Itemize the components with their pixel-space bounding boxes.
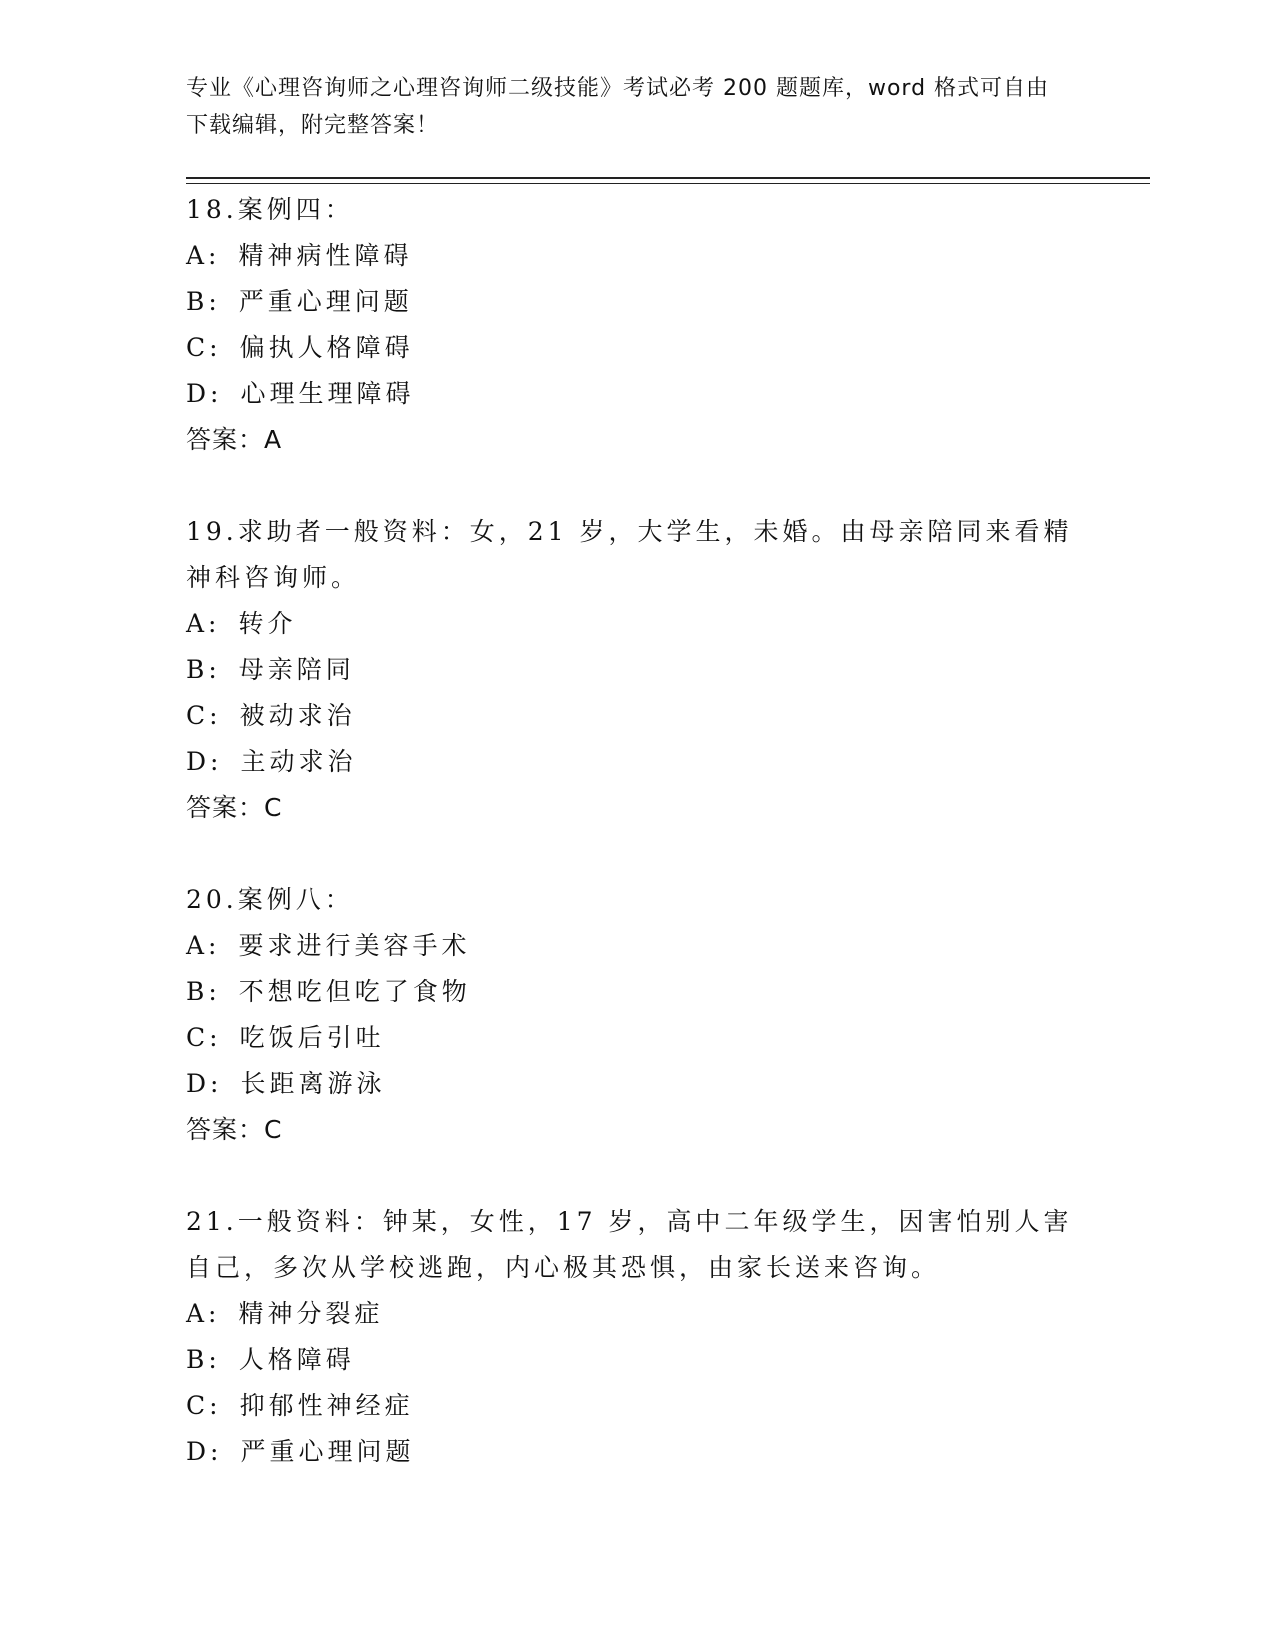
question-item [186, 187, 1086, 463]
option-key: D: [186, 747, 223, 776]
option-key: A: [186, 931, 221, 960]
option-d [186, 739, 1086, 785]
option-text: 严重心理问题 [240, 1437, 415, 1466]
question-stem: 18.案例四： [186, 195, 354, 224]
answer-line: 答案：A [186, 425, 283, 454]
option-b [186, 279, 1086, 325]
option-key: D: [186, 1437, 223, 1466]
option-text: 转介 [238, 609, 297, 638]
option-d [186, 371, 1086, 417]
option-text: 母亲陪同 [238, 655, 355, 684]
option-key: A: [186, 241, 221, 270]
question-stem: 20.案例八： [186, 885, 354, 914]
option-b [186, 969, 1086, 1015]
question-item [186, 509, 1086, 831]
question-item [186, 1199, 1086, 1475]
option-text: 吃饭后引吐 [239, 1023, 385, 1052]
option-key: B: [186, 287, 221, 316]
option-text: 要求进行美容手术 [238, 931, 471, 960]
option-b [186, 1337, 1086, 1383]
option-key: C: [186, 701, 222, 730]
option-c [186, 325, 1086, 371]
option-b [186, 647, 1086, 693]
option-a [186, 233, 1086, 279]
option-text: 严重心理问题 [238, 287, 413, 316]
option-text: 精神病性障碍 [238, 241, 413, 270]
document-header [186, 70, 1066, 144]
option-key: C: [186, 333, 222, 362]
header-divider-thick [186, 177, 1150, 179]
option-key: D: [186, 379, 223, 408]
question-item [186, 877, 1086, 1153]
option-text: 心理生理障碍 [240, 379, 415, 408]
option-a [186, 601, 1086, 647]
option-key: B: [186, 1345, 221, 1374]
option-text: 主动求治 [240, 747, 357, 776]
option-a [186, 923, 1086, 969]
option-text: 偏执人格障碍 [239, 333, 414, 362]
option-text: 长距离游泳 [240, 1069, 386, 1098]
option-text: 抑郁性神经症 [239, 1391, 414, 1420]
option-c [186, 693, 1086, 739]
question-stem: 19.求助者一般资料：女，21 岁，大学生，未婚。由母亲陪同来看精神科咨询师。 [186, 517, 1073, 592]
header-divider-thin [186, 183, 1150, 184]
option-key: A: [186, 609, 221, 638]
answer-line: 答案：C [186, 1115, 283, 1144]
question-stem: 21.一般资料：钟某，女性，17 岁，高中二年级学生，因害怕别人害自己，多次从学校逃跑，内心极其恐惧，由家长送来咨询。 [186, 1207, 1073, 1282]
option-d [186, 1429, 1086, 1475]
option-key: B: [186, 977, 221, 1006]
option-a [186, 1291, 1086, 1337]
option-text: 不想吃但吃了食物 [238, 977, 471, 1006]
option-text: 精神分裂症 [238, 1299, 384, 1328]
option-c [186, 1383, 1086, 1429]
option-key: D: [186, 1069, 223, 1098]
question-list [186, 187, 1086, 1475]
header-text: 专业《心理咨询师之心理咨询师二级技能》考试必考 200 题题库，word 格式可自由下载编辑，附完整答案！ [186, 76, 1050, 138]
option-key: A: [186, 1299, 221, 1328]
option-c [186, 1015, 1086, 1061]
answer-line: 答案：C [186, 793, 283, 822]
option-text: 人格障碍 [238, 1345, 355, 1374]
option-d [186, 1061, 1086, 1107]
option-text: 被动求治 [239, 701, 356, 730]
option-key: B: [186, 655, 221, 684]
option-key: C: [186, 1023, 222, 1052]
option-key: C: [186, 1391, 222, 1420]
